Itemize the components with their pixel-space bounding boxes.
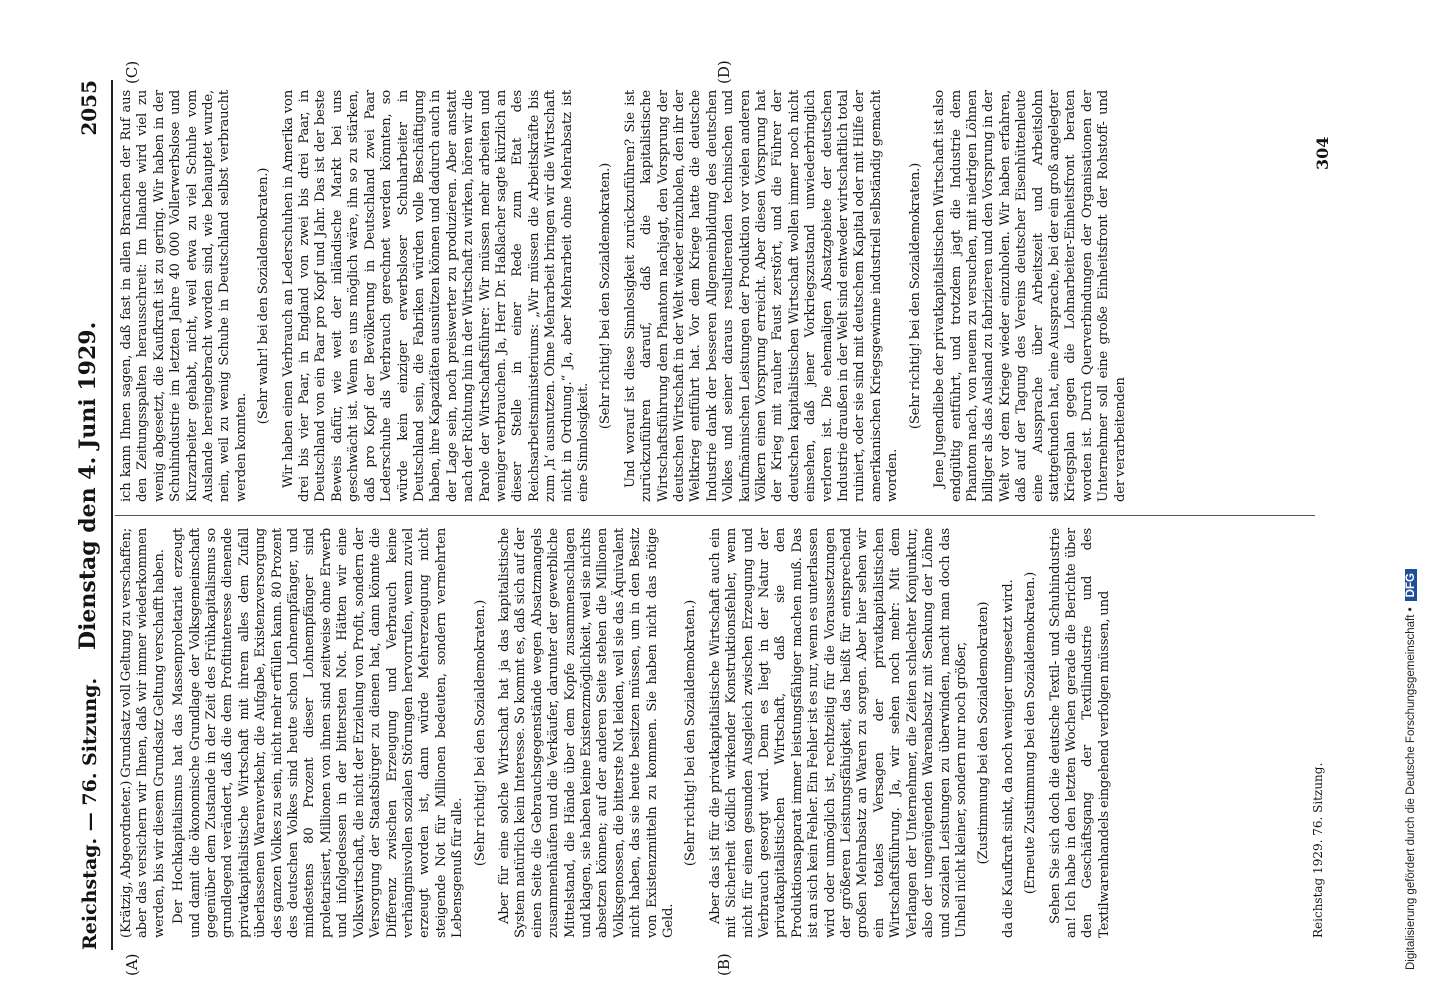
header-left: Reichstag. — 76. Sitzung. bbox=[79, 677, 101, 950]
paragraph: da die Kaufkraft sinkt, da noch weniger umgesetzt wird. bbox=[1000, 579, 1016, 938]
header-rule bbox=[111, 80, 113, 950]
interjection: (Sehr richtig! bei den Sozialdemokraten.) bbox=[598, 162, 614, 430]
header-date: Dienstag den 4. Juni 1929. bbox=[75, 321, 101, 650]
header-page-number: 2055 bbox=[77, 80, 101, 136]
paragraph: Jene Jugendliebe der privatkapitalistischen Wirtschaft ist also endgültig entführt, und trotzdem jagt die Industrie dem Phantom nach, von neuem zu versuchen, mit niedrigen Löhnen billiger als das Ausland zu fabrizieren und den Vorsprung in der Welt vor dem Kriege wieder einzuholen. Wir haben erfahren, daß auf der Tagung des Vereins deutscher Eisenhüttenleute eine Aussprache über Arbeitszeit und Arbeitslohn stattgefunden hat, eine Aussprache, bei der ein groß angelegter Kriegsplan gegen die Lohnarbeiter-Einheitsfront beraten worden ist. Durch Querverbindungen der Organisationen der Unternehmer soll eine große Einheitsfront der Rohstoff- und der verarbeitenden bbox=[932, 90, 1128, 502]
running-header bbox=[75, 80, 111, 950]
paragraph: Aber das ist für die privatkapitalistische Wirtschaft auch ein mit Sicherheit tödlich wirkender Konstruktionsfehler, wenn nicht für einen gesunden Ausgleich zwischen Erzeugung und Verbrauch gesorgt wird. Denn es liegt in der Natur der privatkapitalistischen Wirtschaft, daß sie den Produktionsapparat immer leistungsfähiger machen muß. Das ist an sich kein Fehler. Ein Fehler ist es nur, wenn es unterlassen wird oder unmöglich ist, rechtzeitig für die Voraussetzungen der größeren Leistungsfähigkeit, das heißt für entsprechend großen Mehrabsatz an Waren zu sorgen. Aber hier sehen wir ein totales Versagen der privatkapitalistischen Wirtschaftsführung. Ja, wir sehen noch mehr: Mit dem Verlangen der Unternehmer, die Zeiten schlechter Konjunktur, also der ungenügenden Warenabsatz mit Senkung der Löhne und sozialen Leistungen zu überwinden, macht man doch das Unheil nicht kleiner, sondern nur noch größer, bbox=[707, 528, 969, 938]
interjection: (Sehr richtig! bei den Sozialdemokraten.) bbox=[683, 599, 699, 867]
paragraph: Aber für eine solche Wirtschaft hat ja das kapitalistische System natürlich kein Interesse. So kommt es, daß sich auf der einen Seite die Gebrauchsgegenstände wegen Absatzmangels zusammenhäufen und die Verkäufer, darunter der gewerbliche Mittelstand, die Hände über dem Kopfe zusammenschlagen und klagen, sie haben keine Existenzmöglichkeit, weil sie nichts absetzen können; auf der anderen Seite stehen die Millionen Volksgenossen, die bitterste Not leiden, weil sie das Äquivalent nicht haben, das sie heute besitzen müssen, um in den Besitz von Existenzmitteln zu kommen. Sie haben nicht das nötige Geld. bbox=[496, 528, 676, 938]
margin-mark-d: (D) bbox=[715, 60, 733, 84]
credit-text: Digitalisierung gefördert durch die Deutsche Forschungsgemeinschaft • bbox=[1405, 607, 1417, 970]
margin-mark-b: (B) bbox=[715, 953, 733, 976]
credit-strip bbox=[1405, 10, 1429, 970]
interjection: (Sehr richtig! bei den Sozialdemokraten.) bbox=[472, 599, 488, 867]
margin-mark-a: (A) bbox=[123, 953, 141, 976]
paragraph: (Krätzig, Abgeordneter.) Grundsatz voll Geltung zu verschaffen; aber das versichern wir Ihnen, daß wir immer wiederkommen werden, bis wir diesem Grundsatz Geltung verschafft haben. bbox=[119, 528, 167, 938]
margin-mark-c: (C) bbox=[123, 60, 141, 84]
interjection: (Sehr wahr! bei den Sozialdemokraten.) bbox=[256, 167, 272, 425]
paragraph: ich kann Ihnen sagen, daß fast in allen Branchen der Ruf aus den Zeitungsspalten herausschreit: Im Inlande wird viel zu wenig abgesetzt, die Kaufkraft ist zu gering. Wir haben in der Schuhindustrie im letzten Jahre 40 000 Vollerwerbslose und Kurzarbeiter gehabt, nicht, weil etwa zu viel Schuhe vom Auslande hereingebracht worden sind, wie behauptet wurde, nein, weil zu wenig Schuhe in Deutschland selbst verbraucht werden konnten. bbox=[119, 90, 249, 502]
interjection: (Erneute Zustimmung bei den Sozialdemokraten.) bbox=[1023, 571, 1039, 895]
paragraph: Und worauf ist diese Sinnlosigkeit zurückzuführen? Sie ist zurückzuführen darauf, daß die kapitalistische Wirtschaftsführung dem Phantom nachjagt, den Vorsprung der deutschen Wirtschaft in der Welt wieder einzuholen, den ihr der Weltkrieg entführt hat. Vor dem Kriege hatte die deutsche Industrie dank der besseren Allgemeinbildung des deutschen Volkes und seiner daraus resultierenden technischen und kaufmännischen Leistungen der Produktion vor vielen anderen Völkern einen Vorsprung erreicht. Aber diesen Vorsprung hat der Krieg mit rauher Faust zerstört, und die Führer der deutschen kapitalistischen Wirtschaft wollen immer noch nicht einsehen, daß jener Vorkriegszustand unwiederbringlich verloren ist. Die ehemaligen Absatzgebiete der deutschen Industrie draußen in der Welt sind entweder wirtschaftlich total ruiniert, oder sie sind mit deutschem Kapital oder mit Hilfe der amerikanischen Kriegsgewinne industriell selbständig gemacht worden. bbox=[622, 90, 901, 502]
dfg-logo: DFG bbox=[1405, 569, 1417, 601]
text-column-left bbox=[119, 528, 1116, 938]
footer-page-number: 304 bbox=[1313, 136, 1332, 170]
rotated-document-page bbox=[75, 60, 1345, 976]
paragraph: Der Hochkapitalismus hat das Massenproletariat erzeugt und damit die ökonomische Grundlage der Volksgemeinschaft gegenüber dem Zustande in der Zeit des Frühkapitalismus so grundlegend verändert, daß die dem Profitinteresse dienende privatkapitalistische Wirtschaft mit ihrem alles dem Zufall überlassenen Warenverkehr, die Aufgabe, Existenzversorgung des ganzen Volkes zu sein, nicht mehr erfüllen kann. 80 Prozent des deutschen Volkes sind heute schon Lohnempfänger, und mindestens 80 Prozent dieser Lohnempfänger sind proletarisiert, Millionen von ihnen sind zeitweise ohne Erwerb und infolgedessen in der bittersten Not. Hätten wir eine Volkswirtschaft, die nicht der Erzielung von Profit, sondern der Versorgung der Staatsbürger zu dienen hat, dann könnte die Differenz zwischen Erzeugung und Verbrauch keine verhängnisvollen sozialen Störungen hervorrufen, wenn zuviel erzeugt worden ist, dann würde Mehrerzeugung nicht steigende Not für Millionen bedeuten, sondern vermehrten Lebensgenuß für alle. bbox=[171, 528, 466, 938]
interjection: (Sehr richtig! bei den Sozialdemokraten.) bbox=[907, 162, 923, 430]
digitization-credit bbox=[1405, 10, 1429, 990]
paragraph: Sehen Sie sich doch die deutsche Textil- und Schuhindustrie an! Ich habe in den letzten Wochen gerade die Berichte über den Geschäftsgang der Textilindustrie und des Textilwarenhandels eingehend verfolgen müssen, und bbox=[1047, 528, 1112, 938]
text-column-right bbox=[119, 90, 1132, 502]
column-divider bbox=[115, 515, 1315, 516]
footer-left: Reichstag 1929. 76. Sitzung. bbox=[1311, 762, 1325, 938]
interjection: (Zustimmung bei den Sozialdemokraten) bbox=[976, 601, 992, 865]
paragraph: Wir haben einen Verbrauch an Lederschuhen in Amerika von drei bis vier Paar, in England von zwei bis drei Paar, in Deutschland von ein Paar pro Kopf und Jahr. Das ist der beste Beweis dafür, wie weit der inländische Markt bei uns geschwächt ist. Wenn es uns möglich wäre, ihn so zu stärken, daß pro Kopf der Bevölkerung in Deutschland zwei Paar Lederschuhe als Verbrauch gerechnet werden könnten, so würde kein einziger erwerbsloser Schuharbeiter in Deutschland sein, die Fabriken würden volle Beschäftigung haben, ihre Kapazitäten ausnützen können und dadurch auch in der Lage sein, noch preiswerter zu produzieren. Aber anstatt nach der Richtung hin in der Wirtschaft zu wirken, hören wir die Parole der Wirtschaftsführer: Wir müssen mehr arbeiten und weniger verbrauchen. Ja, Herr Dr. Haßlacher sagte kürzlich an dieser Stelle in einer Rede zum Etat des Reichsarbeitsministeriums: „Wir müssen die Arbeitskräfte bis zum ‚h‘ ausnutzen. Ohne Mehrarbeit bringen wir die Wirtschaft nicht in Ordnung.“ Ja, aber Mehrarbeit ohne Mehrabsatz ist eine Sinnlosigkeit. bbox=[280, 90, 591, 502]
